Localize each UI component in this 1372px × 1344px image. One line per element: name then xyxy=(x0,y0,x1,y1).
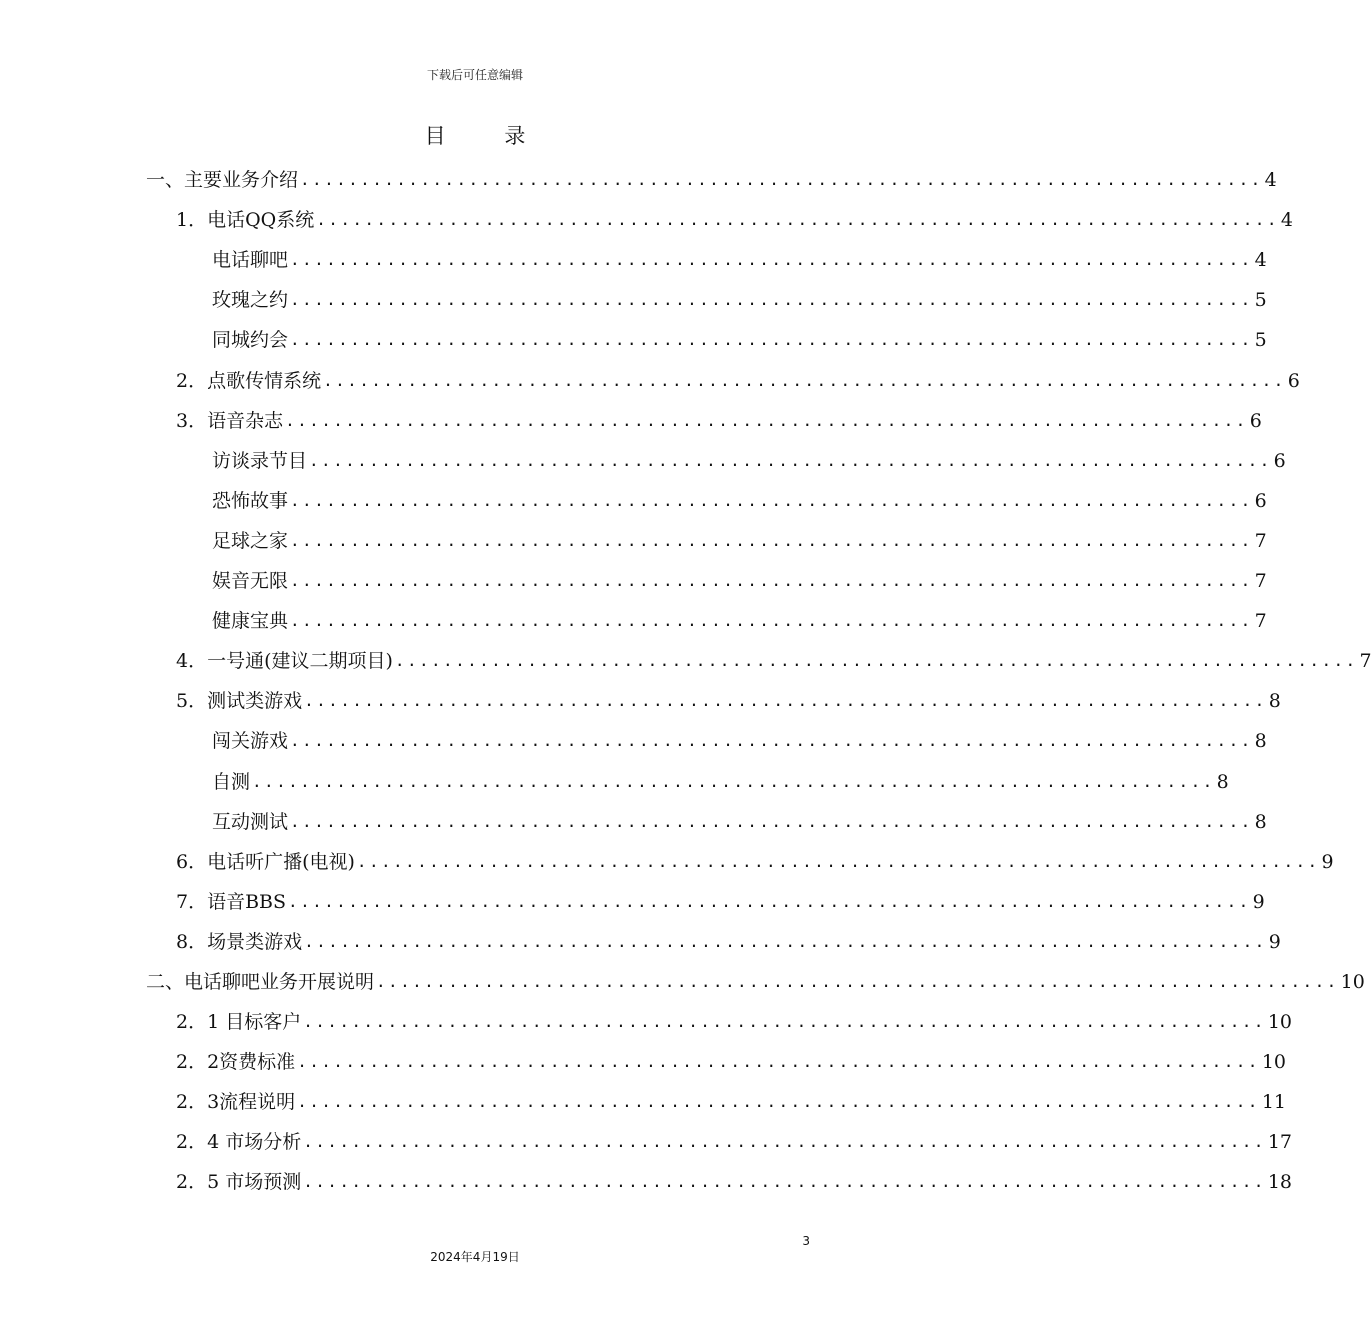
toc-leader-dots: ................................................................................ xyxy=(288,891,1251,911)
toc-entry-title: 二、电话聊吧业务开展说明 xyxy=(146,970,375,993)
toc-entry-title: 8．场景类游戏 xyxy=(176,930,303,953)
toc-entry[interactable] xyxy=(146,360,1300,400)
toc-entry-page: 6 xyxy=(1287,369,1300,392)
toc-entry-page: 6 xyxy=(1273,449,1286,472)
toc-entry[interactable] xyxy=(146,521,1267,561)
toc-entry[interactable] xyxy=(146,721,1267,761)
toc-entry[interactable] xyxy=(146,1122,1293,1162)
toc-entry[interactable] xyxy=(146,842,1334,882)
toc-entry-title: 自测 xyxy=(212,770,251,793)
toc-entry-title: 2．2资费标准 xyxy=(176,1051,296,1074)
toc-leader-dots: ................................................................................ xyxy=(394,651,1358,671)
toc-leader-dots: ................................................................................ xyxy=(290,811,1253,831)
toc-entry[interactable] xyxy=(146,882,1265,922)
toc-leader-dots: ................................................................................ xyxy=(309,450,1272,470)
toc-entry-title: 恐怖故事 xyxy=(212,489,289,512)
toc-leader-dots: ................................................................................ xyxy=(376,971,1339,991)
toc-entry[interactable] xyxy=(146,922,1281,962)
toc-entry-page: 7 xyxy=(1359,650,1372,673)
toc-entry-page: 9 xyxy=(1321,850,1334,873)
toc-entry-page: 17 xyxy=(1267,1131,1293,1154)
toc-leader-dots: ................................................................................ xyxy=(290,611,1253,631)
toc-entry[interactable] xyxy=(146,561,1267,601)
toc-entry-title: 互动测试 xyxy=(212,810,289,833)
toc-leader-dots: ................................................................................ xyxy=(290,290,1253,310)
toc-leader-dots: ................................................................................ xyxy=(290,530,1253,550)
toc-leader-dots: ................................................................................ xyxy=(290,571,1253,591)
toc-entry-title: 1．电话QQ系统 xyxy=(176,209,315,232)
toc-entry-page: 4 xyxy=(1264,169,1277,192)
toc-entry-page: 9 xyxy=(1268,930,1281,953)
toc-entry-page: 7 xyxy=(1254,529,1267,552)
toc-leader-dots: ................................................................................ xyxy=(290,731,1253,751)
toc-entry-page: 8 xyxy=(1216,770,1229,793)
toc-entry-title: 6．电话听广播(电视) xyxy=(176,850,355,873)
toc-entry-title: 闯关游戏 xyxy=(212,730,289,753)
toc-leader-dots: ................................................................................ xyxy=(304,691,1267,711)
toc-entry[interactable] xyxy=(146,320,1267,360)
toc-entry[interactable] xyxy=(146,200,1293,240)
toc-entry-title: 2．3流程说明 xyxy=(176,1091,296,1114)
toc-entry-title: 同城约会 xyxy=(212,329,289,352)
toc-entry[interactable] xyxy=(146,962,1365,1002)
toc-leader-dots: ................................................................................ xyxy=(303,1012,1266,1032)
toc-entry-page: 8 xyxy=(1254,730,1267,753)
toc-entry-title: 娱音无限 xyxy=(212,570,289,593)
page-number: 3 xyxy=(802,1234,810,1248)
toc-entry-title: 2．5 市场预测 xyxy=(176,1171,302,1194)
toc-entry-title: 4．一号通(建议二期项目) xyxy=(176,650,393,673)
toc-entry[interactable] xyxy=(146,441,1286,481)
toc-entry-page: 4 xyxy=(1254,249,1267,272)
toc-entry-page: 5 xyxy=(1254,329,1267,352)
toc-leader-dots: ................................................................................ xyxy=(356,851,1320,871)
toc-entry[interactable] xyxy=(146,681,1281,721)
toc-entry[interactable] xyxy=(146,240,1267,280)
toc-entry-page: 8 xyxy=(1268,690,1281,713)
toc-leader-dots: ................................................................................ xyxy=(297,1092,1260,1112)
toc-entry[interactable] xyxy=(146,641,1372,681)
toc-entry[interactable] xyxy=(146,481,1267,521)
toc-entry-page: 11 xyxy=(1261,1091,1286,1114)
toc-leader-dots: ................................................................................ xyxy=(303,1172,1266,1192)
toc-leader-dots: ................................................................................ xyxy=(252,771,1215,791)
toc-entry[interactable] xyxy=(146,1002,1293,1042)
toc-title: 目 录 xyxy=(424,124,552,148)
toc-entry[interactable] xyxy=(146,761,1229,801)
toc-leader-dots: ................................................................................ xyxy=(290,330,1253,350)
toc-entry-page: 6 xyxy=(1249,409,1262,432)
toc-leader-dots: ................................................................................ xyxy=(300,170,1263,190)
toc-entry-title: 3．语音杂志 xyxy=(176,409,284,432)
toc-entry[interactable] xyxy=(146,601,1267,641)
toc-entry-page: 5 xyxy=(1254,289,1267,312)
toc-entry-page: 10 xyxy=(1267,1011,1293,1034)
toc-leader-dots: ................................................................................ xyxy=(304,931,1267,951)
toc-entry-title: 足球之家 xyxy=(212,529,289,552)
page-header: 下载后可任意编辑 xyxy=(426,68,523,82)
toc-entry-page: 6 xyxy=(1254,489,1267,512)
toc-entry-page: 9 xyxy=(1252,890,1265,913)
toc-entry[interactable] xyxy=(146,1082,1286,1122)
toc-entry-title: 玫瑰之约 xyxy=(212,289,289,312)
toc-entry-page: 4 xyxy=(1280,209,1293,232)
toc-entry[interactable] xyxy=(146,802,1267,842)
toc-entry-title: 2．点歌传情系统 xyxy=(176,369,322,392)
toc-leader-dots: ................................................................................ xyxy=(323,370,1286,390)
toc-entry-page: 7 xyxy=(1254,570,1267,593)
toc-entry[interactable] xyxy=(146,401,1262,441)
toc-entry[interactable] xyxy=(146,1042,1286,1082)
toc-leader-dots: ................................................................................ xyxy=(290,250,1253,270)
toc-leader-dots: ................................................................................ xyxy=(290,490,1253,510)
toc-entry-page: 8 xyxy=(1254,810,1267,833)
toc-entry-page: 7 xyxy=(1254,610,1267,633)
toc-entry-title: 一、主要业务介绍 xyxy=(146,169,299,192)
page-footer-date: 2024年4月19日 xyxy=(430,1250,520,1264)
toc-entry[interactable] xyxy=(146,160,1277,200)
toc-entry-page: 10 xyxy=(1340,970,1365,993)
toc-entry[interactable] xyxy=(146,1162,1293,1202)
toc-entry-title: 健康宝典 xyxy=(212,610,289,633)
toc-entry-title: 2．4 市场分析 xyxy=(176,1131,302,1154)
toc-entry[interactable] xyxy=(146,280,1267,320)
toc-leader-dots: ................................................................................ xyxy=(285,410,1248,430)
toc-entry-page: 10 xyxy=(1261,1051,1286,1074)
toc-leader-dots: ................................................................................ xyxy=(303,1132,1266,1152)
toc-entry-title: 2．1 目标客户 xyxy=(176,1011,302,1034)
toc-entry-title: 访谈录节目 xyxy=(212,449,308,472)
toc-entry-title: 电话聊吧 xyxy=(212,249,289,272)
toc-entry-title: 5．测试类游戏 xyxy=(176,690,303,713)
table-of-contents xyxy=(146,160,1372,1202)
toc-entry-title: 7．语音BBS xyxy=(176,890,287,913)
toc-entry-page: 18 xyxy=(1267,1171,1293,1194)
toc-leader-dots: ................................................................................ xyxy=(316,210,1279,230)
toc-leader-dots: ................................................................................ xyxy=(297,1052,1260,1072)
